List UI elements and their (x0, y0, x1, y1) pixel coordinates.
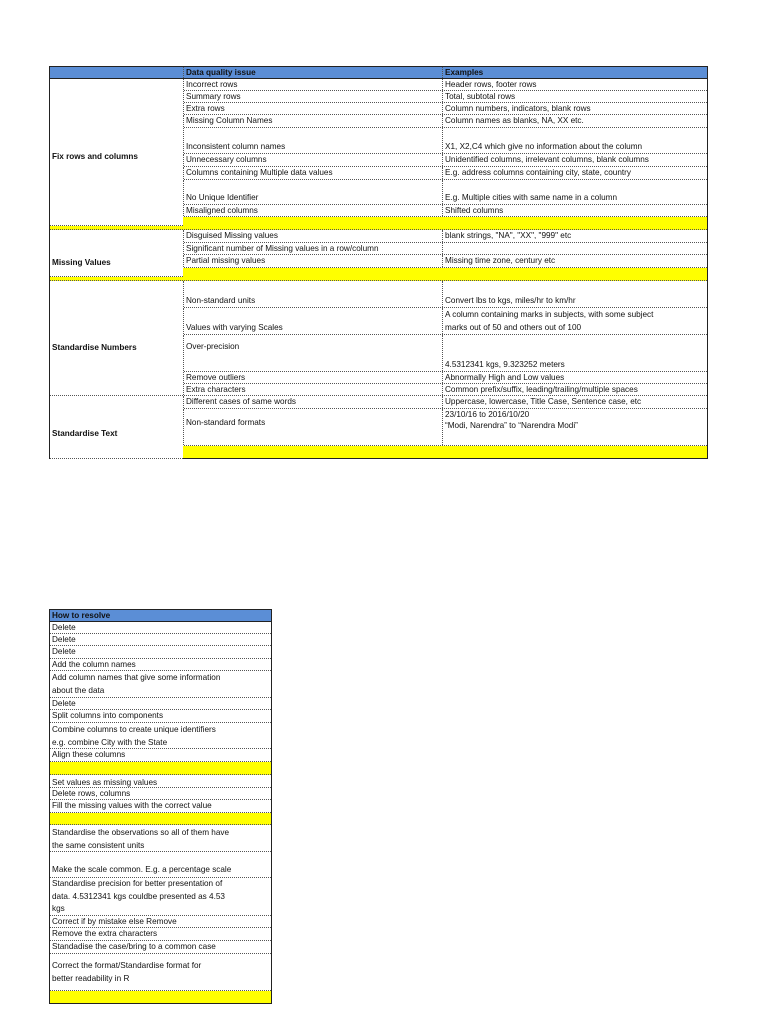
separator-row (50, 991, 271, 1003)
example-cell: Column names as blanks, NA, XX etc. (442, 115, 707, 127)
example-cell: Column numbers, indicators, blank rows (442, 103, 707, 114)
example-cell: E.g. Multiple cities with same name in a column (442, 180, 707, 204)
example-cell: Convert lbs to kgs, miles/hr to km/hr (442, 281, 707, 307)
list-item: Align these columns (50, 749, 271, 762)
example-cell: Unidentified columns, irrelevant columns, blank columns (442, 154, 707, 166)
issue-cell: Values with varying Scales (183, 308, 442, 334)
category-missing-values: Missing Values (50, 239, 183, 277)
example-cell: Abnormally High and Low values (442, 372, 707, 383)
example-cell: Missing time zone, century etc (442, 255, 707, 267)
example-cell (442, 243, 707, 254)
category-fix-rows-columns: Fix rows and columns (50, 80, 183, 226)
example-cell: X1, X2,C4 which give no information about the column (442, 128, 707, 153)
example-cell: blank strings, "NA", "XX", "999" etc (442, 230, 707, 242)
example-cell: Shifted columns (442, 205, 707, 216)
example-cell: Total, subtotal rows (442, 91, 707, 102)
example-cell: A column containing marks in subjects, with some subject marks out of 50 and others out of 100 (442, 308, 707, 334)
list-item: Combine columns to create unique identifiers e.g. combine City with the State (50, 723, 271, 749)
list-item: Standardise precision for better presentation of data. 4.5312341 kgs couldbe presented as 4.53 kgs (50, 878, 271, 916)
issue-cell: Incorrect rows (183, 79, 442, 90)
separator-row (50, 813, 271, 825)
issue-cell: Summary rows (183, 91, 442, 102)
example-cell: E.g. address columns containing city, state, country (442, 167, 707, 179)
list-item: Correct if by mistake else Remove (50, 916, 271, 928)
example-cell: Common prefix/suffix, leading/trailing/multiple spaces (442, 384, 707, 395)
issue-cell: Extra characters (183, 384, 442, 395)
category-standardise-numbers: Standardise Numbers (50, 290, 183, 396)
separator-row (50, 762, 271, 775)
list-item: Delete (50, 698, 271, 710)
example-cell: 4.5312341 kgs, 9.323252 meters (442, 335, 707, 371)
list-item: Correct the format/Standardise format for better readability in R (50, 954, 271, 991)
example-cell: Header rows, footer rows (442, 79, 707, 90)
list-item: Standadise the case/bring to a common case (50, 941, 271, 954)
data-quality-table (49, 66, 708, 459)
header-examples: Examples (442, 67, 707, 78)
issue-cell: Unnecessary columns (183, 154, 442, 166)
issue-cell: Extra rows (183, 103, 442, 114)
list-item: Remove the extra characters (50, 928, 271, 941)
list-item: Make the scale common. E.g. a percentage scale (50, 852, 271, 878)
list-item: Set values as missing values (50, 775, 271, 788)
list-item: Standardise the observations so all of them have the same consistent units (50, 825, 271, 852)
issue-cell: Remove outliers (183, 372, 442, 383)
table-header-row (50, 67, 707, 79)
issue-cell: Misaligned columns (183, 205, 442, 216)
issue-cell: No Unique Identifier (183, 180, 442, 204)
issue-cell: Over-precision (183, 335, 442, 371)
list-item: Fill the missing values with the correct value (50, 800, 271, 813)
resolve-header: How to resolve (50, 610, 271, 622)
issue-cell: Missing Column Names (183, 115, 442, 127)
list-item: Delete (50, 634, 271, 646)
issue-cell: Partial missing values (183, 255, 442, 267)
header-category-cell (50, 67, 183, 78)
list-item: Delete rows, columns (50, 788, 271, 800)
issue-cell: Different cases of same words (183, 396, 442, 408)
example-cell: 23/10/16 to 2016/10/20 “Modi, Narendra” to “Narendra Modi” (442, 409, 707, 445)
category-standardise-text: Standardise Text (50, 397, 183, 459)
issue-cell: Disguised Missing values (183, 230, 442, 242)
list-item: Split columns into components (50, 710, 271, 723)
issue-cell: Non-standard formats (183, 409, 442, 445)
issue-cell: Non-standard units (183, 281, 442, 307)
how-to-resolve-table (49, 609, 272, 1004)
issue-cell: Inconsistent column names (183, 128, 442, 153)
issue-cell: Significant number of Missing values in a row/column (183, 243, 442, 254)
list-item: Add the column names (50, 659, 271, 671)
header-issue: Data quality issue (183, 67, 442, 78)
example-cell: Uppercase, lowercase, Title Case, Sentence case, etc (442, 396, 707, 408)
issue-cell: Columns containing Multiple data values (183, 167, 442, 179)
list-item: Delete (50, 646, 271, 659)
list-item: Add column names that give some information about the data (50, 671, 271, 698)
list-item: Delete (50, 622, 271, 634)
